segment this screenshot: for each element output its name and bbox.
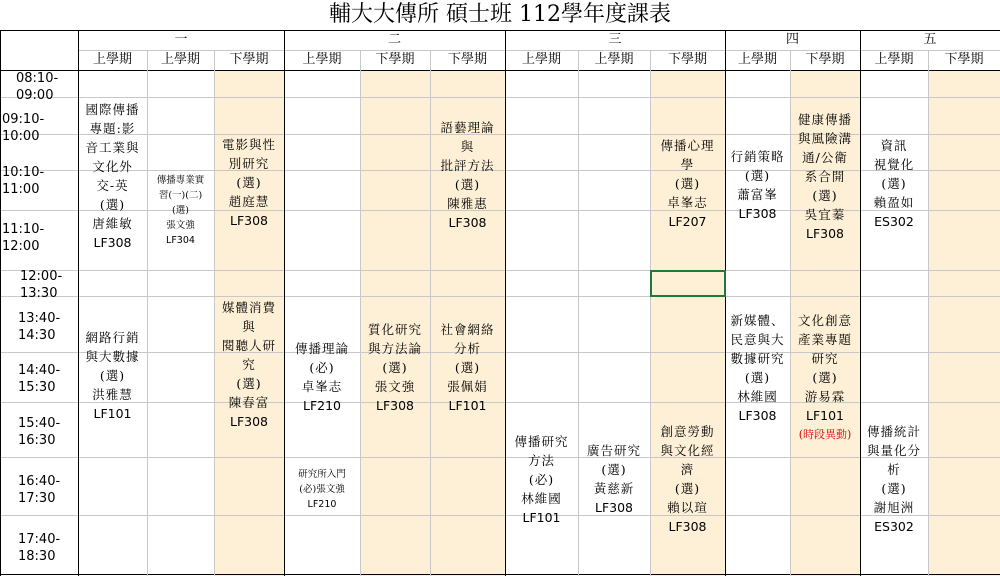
course-line: (選) <box>812 370 838 385</box>
course-line: (選) <box>881 481 907 496</box>
course-line: 陳春富 <box>228 395 270 410</box>
semester-header: 下學期 <box>447 52 487 67</box>
course-line: (必) <box>309 360 335 375</box>
course-line: 通/公衛 <box>802 150 848 165</box>
course-line: LF308 <box>594 500 633 515</box>
page-title: 輔大大傳所 碩士班 112學年度課表 <box>329 2 671 27</box>
course-line: 網路行銷 <box>85 330 140 345</box>
course-line: 電影與性 <box>221 137 276 152</box>
time-slot: 16:40- 17:30 <box>18 474 61 506</box>
course-line: 與 <box>460 139 475 154</box>
course-line: 視覺化 <box>873 157 915 172</box>
course-line: 黃慈新 <box>593 481 635 496</box>
semester-header: 下學期 <box>667 52 707 67</box>
day-header-fri: 五 <box>923 32 937 47</box>
course-line: ES302 <box>874 214 914 229</box>
time-slot: 08:10- 09:00 <box>16 71 59 103</box>
course-line: 習(一)(二) <box>158 190 203 201</box>
course-line: LF210 <box>302 398 341 413</box>
semester-header: 下學期 <box>229 52 269 67</box>
course-line: 學 <box>680 157 695 172</box>
course-line: 創意勞動 <box>660 424 715 439</box>
course-line: 洪雅慧 <box>92 387 133 402</box>
course-line: 賴以瑄 <box>667 500 708 515</box>
course-line: 交-英 <box>96 178 129 193</box>
course-line: LF308 <box>738 408 777 423</box>
course-line: 卓峯志 <box>301 379 343 394</box>
course-line: 張文強 <box>166 220 195 231</box>
course-line: 與風險溝 <box>797 131 852 146</box>
semester-header: 上學期 <box>521 52 561 67</box>
course-line: (必) <box>528 472 555 487</box>
peach-column <box>928 70 1000 576</box>
course-block[interactable] <box>790 110 860 243</box>
selected-cell[interactable] <box>650 270 726 297</box>
time-slot: 09:10- 10:00 <box>2 112 45 144</box>
course-line: (選) <box>236 376 262 391</box>
course-line: 健康傳播 <box>797 112 852 127</box>
course-line: 傳播研究 <box>514 434 569 449</box>
course-line: 研究所入門 <box>298 469 346 480</box>
course-line: 專題:影 <box>89 121 136 136</box>
day-header-wed: 三 <box>608 32 622 47</box>
course-line: LF308 <box>229 213 268 228</box>
course-block[interactable] <box>147 173 214 248</box>
course-line: 研究 <box>811 351 839 366</box>
course-line: (選) <box>382 360 408 375</box>
course-line: (必)張文強 <box>299 484 345 495</box>
course-block[interactable] <box>214 298 284 431</box>
course-block[interactable] <box>860 136 928 231</box>
semester-header: 上學期 <box>302 52 342 67</box>
course-line: 質化研究 <box>367 322 422 337</box>
course-line: (選) <box>172 205 189 216</box>
course-line: ES302 <box>874 519 914 534</box>
course-line: LF308 <box>738 206 777 221</box>
course-line: 吳宜蓁 <box>804 207 846 222</box>
time-slot: 11:10- 12:00 <box>2 222 45 254</box>
course-line: 資訊 <box>880 138 908 153</box>
course-line: LF308 <box>668 519 707 534</box>
course-line: LF308 <box>375 398 414 413</box>
course-line: (選) <box>744 370 771 385</box>
course-line: (選) <box>454 177 481 192</box>
course-line: 與大數據 <box>85 349 140 364</box>
course-line: (選) <box>601 462 627 477</box>
course-line: 傳播心理 <box>660 138 715 153</box>
course-block[interactable] <box>725 147 790 223</box>
course-line: LF308 <box>805 226 844 241</box>
semester-header: 下學期 <box>944 52 984 67</box>
course-line: (選) <box>674 176 701 191</box>
course-line: 林維國 <box>521 491 562 506</box>
course-line: 文化外 <box>92 159 133 174</box>
course-line: (選) <box>674 481 701 496</box>
course-line: 唐維敏 <box>92 216 133 231</box>
course-line: 析 <box>887 462 901 477</box>
course-line: 廣告研究 <box>586 443 641 458</box>
course-block[interactable] <box>78 328 147 423</box>
day-header-tue: 二 <box>387 32 401 47</box>
course-line: 與量化分 <box>866 443 921 458</box>
day-header-thu: 四 <box>785 32 799 47</box>
course-block[interactable] <box>860 422 928 536</box>
time-slot: 13:40- 14:30 <box>18 311 61 343</box>
course-line: 媒體消費 <box>221 300 276 315</box>
course-line: 別研究 <box>228 156 270 171</box>
course-line: 與文化經 <box>660 443 715 458</box>
course-block[interactable] <box>650 422 725 536</box>
course-line: 音工業與 <box>85 140 140 155</box>
course-line: LF210 <box>307 499 337 510</box>
course-line: 國際傳播 <box>85 102 140 117</box>
course-block[interactable] <box>650 136 725 231</box>
time-slot: 10:10- 11:00 <box>2 165 45 197</box>
course-line: 方法 <box>527 453 555 468</box>
course-line: 閱聽人研 <box>221 338 276 353</box>
course-line: 傳播理論 <box>294 341 349 356</box>
course-block[interactable] <box>505 432 578 527</box>
course-line: 分析 <box>453 341 481 356</box>
course-block[interactable] <box>430 320 505 415</box>
course-block[interactable] <box>790 311 860 444</box>
course-line: 與 <box>242 319 256 334</box>
time-slot: 17:40- 18:30 <box>18 532 61 564</box>
course-line: 文化創意 <box>797 313 852 328</box>
course-line: 張文強 <box>374 379 416 394</box>
course-block[interactable] <box>78 100 147 252</box>
course-line: (選) <box>99 368 126 383</box>
day-header-mon: 一 <box>174 32 188 47</box>
time-slot: 14:40- 15:30 <box>18 363 61 395</box>
semester-header: 上學期 <box>92 52 132 67</box>
course-line: 新媒體、 <box>730 313 785 328</box>
semester-header: 下學期 <box>375 52 415 67</box>
semester-header: 下學期 <box>805 52 845 67</box>
semester-header: 上學期 <box>737 52 777 67</box>
course-line: 游易霖 <box>804 389 846 404</box>
time-slot: 15:40- 16:30 <box>18 416 61 448</box>
course-block[interactable] <box>578 441 650 517</box>
course-line: 陳雅惠 <box>447 196 488 211</box>
semester-header: 上學期 <box>874 52 914 67</box>
course-line: 傳播統計 <box>866 424 921 439</box>
course-line: 傳播專業實 <box>156 175 205 186</box>
course-line: LF101 <box>522 510 561 525</box>
course-line: 張佩娟 <box>447 379 488 394</box>
course-line: LF308 <box>229 414 268 429</box>
course-block[interactable] <box>725 311 790 425</box>
course-line: LF308 <box>448 215 487 230</box>
course-line: (選) <box>881 176 907 191</box>
course-line: 蕭富峯 <box>737 187 778 202</box>
course-line: (選) <box>454 360 481 375</box>
course-line: 行銷策略 <box>730 149 785 164</box>
schedule-change-note: (時段異動) <box>798 428 852 441</box>
course-line: 社會網絡 <box>440 322 495 337</box>
course-line: (選) <box>812 188 838 203</box>
course-line: (選) <box>236 175 262 190</box>
course-line: 數據研究 <box>730 351 785 366</box>
course-line: (選) <box>744 168 771 183</box>
course-line: LF308 <box>93 235 132 250</box>
course-block[interactable] <box>360 320 430 415</box>
course-line: LF101 <box>448 398 487 413</box>
course-line: 謝旭洲 <box>873 500 915 515</box>
course-block[interactable] <box>284 467 360 512</box>
course-line: 民意與大 <box>730 332 785 347</box>
semester-header: 上學期 <box>594 52 634 67</box>
semester-header: 上學期 <box>160 52 200 67</box>
course-line: 賴盈如 <box>873 195 915 210</box>
course-line: LF101 <box>93 406 132 421</box>
course-line: 卓峯志 <box>667 195 708 210</box>
course-block[interactable] <box>214 135 284 230</box>
time-slot: 12:00- 13:30 <box>20 269 63 301</box>
course-line: LF304 <box>166 235 195 246</box>
course-block[interactable] <box>430 118 505 232</box>
course-line: 語藝理論 <box>440 120 495 135</box>
course-line: (選) <box>99 197 126 212</box>
course-block[interactable] <box>284 339 360 415</box>
course-line: 趙庭慧 <box>228 194 270 209</box>
timetable <box>0 30 1000 576</box>
course-line: 產業專題 <box>797 332 852 347</box>
course-line: 濟 <box>680 462 695 477</box>
course-line: 批評方法 <box>440 158 495 173</box>
course-line: 系合開 <box>804 169 846 184</box>
course-line: 與方法論 <box>367 341 422 356</box>
course-line: 究 <box>242 357 256 372</box>
course-line: LF101 <box>805 408 844 423</box>
course-line: LF207 <box>668 214 707 229</box>
course-line: 林維國 <box>737 389 778 404</box>
